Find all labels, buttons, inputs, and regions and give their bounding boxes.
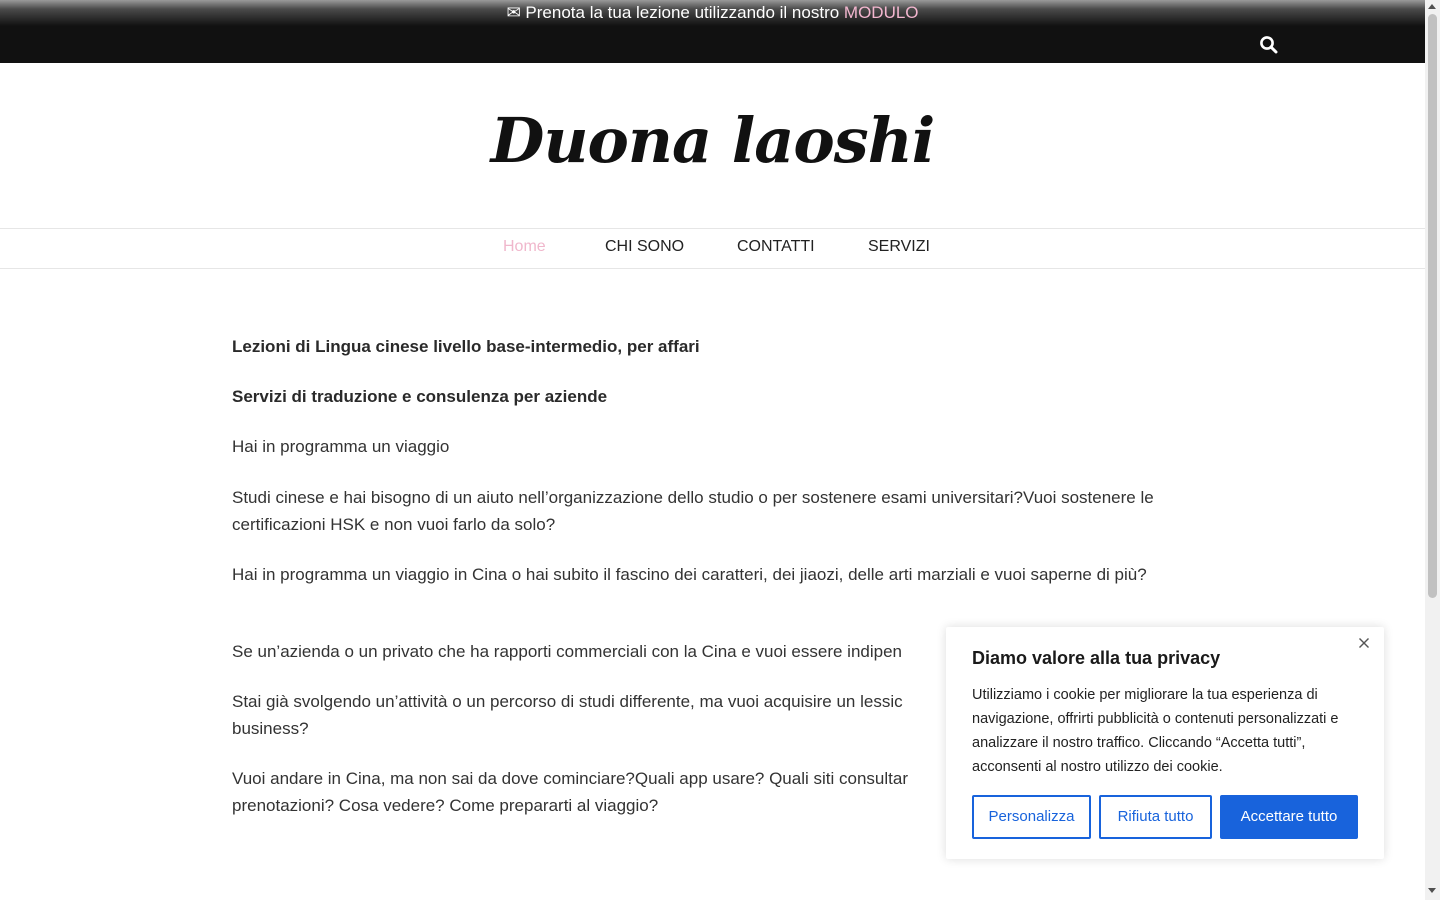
paragraph-china-trip: Hai in programma un viaggio in Cina o hai subito il fascino dei caratteri, dei jiaozi, delle arti marziali e vuoi saperne di più? <box>232 565 1147 584</box>
header-bar <box>0 26 1425 63</box>
site-title[interactable]: Duona laoshi <box>490 104 935 177</box>
cookie-title: Diamo valore alla tua privacy <box>972 648 1221 668</box>
nav-item-contatti[interactable]: CONTATTI <box>737 238 815 255</box>
scrollbar[interactable] <box>1425 0 1440 900</box>
close-icon <box>1357 636 1371 650</box>
search-icon <box>1258 34 1280 56</box>
paragraph-where-start: Vuoi andare in Cina, ma non sai da dove cominciare?Quali app usare? Quali siti consultar prenotazioni? Cosa vedere? Come prepararti al viaggio? <box>232 769 908 815</box>
paragraph-services: Servizi di traduzione e consulenza per aziende <box>232 387 608 406</box>
paragraph-lessons: Lezioni di Lingua cinese livello base-intermedio, per affari <box>232 337 700 356</box>
cookie-text: Utilizziamo i cookie per migliorare la tua esperienza di navigazione, offrirti pubblicità o contenuti personalizzati e analizzare il nostro traffico. Cliccando “Accetta tutti”, acconsenti al nostro utilizzo dei cookie. <box>972 687 1339 775</box>
search-button[interactable] <box>1258 34 1280 56</box>
customize-button[interactable]: Personalizza <box>972 795 1091 839</box>
paragraph-lexicon: Stai già svolgendo un’attività o un percorso di studi differente, ma vuoi acquisire un lessic business? <box>232 692 903 738</box>
nav-item-chi-sono[interactable]: CHI SONO <box>605 238 685 255</box>
paragraph-business: Se un’azienda o un privato che ha rapporti commerciali con la Cina e vuoi essere indipen <box>232 642 902 661</box>
reject-all-button[interactable]: Rifiuta tutto <box>1099 795 1212 839</box>
scrollbar-thumb[interactable] <box>1428 14 1437 598</box>
paragraph-study: Studi cinese e hai bisogno di un aiuto nell’organizzazione dello studio o per sostenere esami universitari?Vuoi sostenere le certificazioni HSK e non vuoi farlo da solo? <box>232 488 1154 534</box>
main-nav <box>0 228 1425 269</box>
scroll-up-arrow-icon[interactable] <box>1428 4 1436 9</box>
scroll-down-arrow-icon[interactable] <box>1428 888 1436 893</box>
announcement-text: ✉ Prenota la tua lezione utilizzando il nostro <box>506 3 844 22</box>
cookie-banner <box>946 627 1384 859</box>
nav-item-servizi[interactable]: SERVIZI <box>868 238 930 255</box>
accept-all-button[interactable]: Accettare tutto <box>1220 795 1358 839</box>
announcement-link[interactable]: MODULO <box>843 3 919 22</box>
paragraph-trip: Hai in programma un viaggio <box>232 437 450 456</box>
cookie-close-button[interactable] <box>1357 636 1371 650</box>
nav-item-home[interactable]: Home <box>503 238 546 255</box>
announcement-bar <box>0 0 1425 26</box>
